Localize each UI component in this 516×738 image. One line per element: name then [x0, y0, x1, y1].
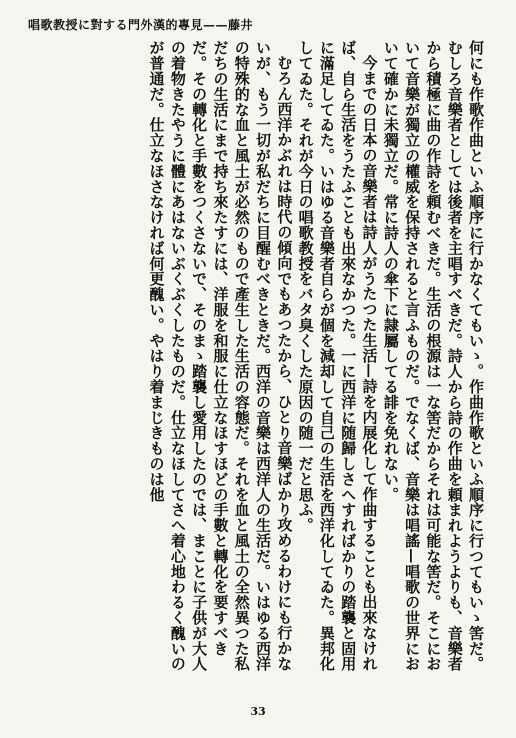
paragraph-3: むろん西洋かぶれは時代の傾向でもあつたから、ひとり音樂ばかり攻めるわけにも行かないが、もう一切が私だちに目醒むべきときだ。西洋の音樂は西洋人の生活だ。いはゆる西洋の特殊的な血と風土が必然のもので產生した生活の容態だ。それを血と風土の全然異つた私だちの生活にまで持ち來たすには、洋服を和服に仕立なほすほどの手數と轉化を要すべきだ。その轉化と手數をつくさないで、そのまゝ踏襲し愛用したのでは、まことに子供が大人の着物きたやうに體にあはないぶくぶくしたものだ。仕立なほしてさへ着心地わるく醜いのが普通だ。仕立なほさなければ何更醜い。やはり着まじきものは他	[147, 40, 294, 672]
page-number: 33	[250, 705, 266, 718]
body-text	[26, 40, 486, 680]
paragraph-1: 何にも作歌作曲といふ順序に行かなくてもいゝ。作曲作歌といふ順序に行つてもいゝ筈だ。むしろ音樂者としては後者を主唱すべきだ。詩人から詩の作曲を頼まれようよりも、音樂者から積極に曲の作詩を頼むべきだ。生活の根源は一な筈だからそれは可能な筈だ。そこにおいて音樂が獨立の權威を保持されると言ふものだ。でなくば、音樂は唱謠—唱歌の世界において確かに未獨立だ。常に詩人の傘下に隷屬してる誹を免れない。	[381, 40, 485, 672]
running-header: 唱歌教授に對する門外漢的專見——藤井	[28, 18, 254, 32]
paragraph-2: 今までの日本の音樂者は詩人がうたつた生活—詩を内展化して作曲することも出來なければ、自ら生活をうたふことも出來なかつた。一に西洋に随歸しさへすればかりの踏襲と固用に滿足してゐた。いはゆる音樂者自らが個を減却して自己の生活を西洋化してゐた。異邦化してゐた。それが今日の唱歌教授をバタ臭くした原因の随一だと思ふ。	[296, 40, 379, 672]
